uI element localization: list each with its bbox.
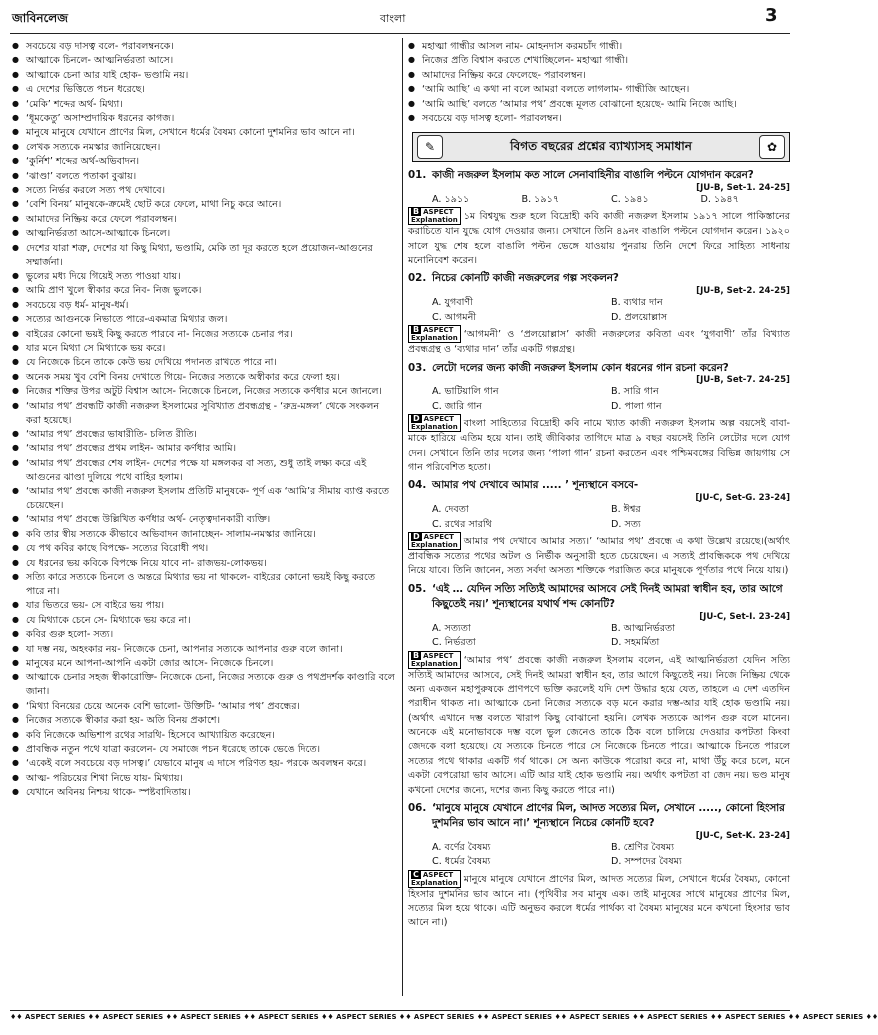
explanation-text: ১ম বিশ্বযুদ্ধ শুরু হলে বিদ্রোহী কবি কাজী নজরুল ইসলাম ১৯১৭ সালে পাকিস্তানের করাচিতে যান যুদ্ধে যোগ দেওয়ার জন্য। সেখানে তিনি ৪৯নং বাঙালি পল্টনে যোগদান করেন। ১৯২০ সালে যুদ্ধ শেষ হলে বাঙালি পল্টন ভেঙ্গে যাওয়ায় পুনরায় তিনি দেশে ফিরে সাহিত্য সাধনায় মনোনিবেশ করেন। [408,211,790,267]
left-list-item: ● ‘ঝাণ্ডা’ বলতে পতাকা বুঝায়। [12,170,396,184]
pencil-icon: ✎ [417,135,443,159]
answer-letter: D [413,532,420,542]
question-text: লেটো দলের জন্য কাজী নজরুল ইসলাম কোন ধরনের গান রচনা করেন? [432,361,729,374]
left-list-item: ● আমাদের নিষ্ক্রিয় করে ফেলে পরাবলম্বন। [12,213,396,227]
left-list-item: ● আত্মনির্ভরতা আসে-আত্মাকে চিনলে। [12,227,396,241]
question-reference: [JU-C, Set-I. 23-24] [699,611,790,622]
left-list-item: ● আমি প্রাণ খুলে স্বীকার করে নিব- নিজ ভুলকে। [12,284,396,298]
question-number: 06. [408,802,427,815]
left-list-item: ● ‘মেকি’ শব্দের অর্থ- মিথ্যা। [12,98,396,112]
right-list-item: ● নিজের প্রতি বিশ্বাস করতে শেখাচ্ছিলেন- মহাত্মা গান্ধী। [408,54,790,68]
page-header [0,0,800,32]
right-list-item: ● মহাত্মা গান্ধীর আসল নাম- মোহনদাস করমচাঁদ গান্ধী। [408,40,790,54]
answer-option: A. বর্ণের বৈষম্য [432,841,491,853]
answer-option: B. শ্রেণির বৈষম্য [611,841,675,853]
answer-badge [408,414,461,432]
right-list-item: ● ‘আমি আছি’ এ কথা না বলে আমরা বলতে লাগলাম- গান্ধীজি আছেন। [408,83,790,97]
left-list-item: ● ‘আমার পথ’ প্রবন্ধের শেষ লাইন- দেশের পক্ষে যা মঙ্গলকর বা সত্য, শুধু তাই লক্ষ্য করে এই আগুনের ঝাণ্ডা দুলিয়ে পথে বাহির হলাম। [12,457,396,485]
badge-label-bottom: Explanation [411,541,458,550]
badge-label-top: ASPECT [423,651,454,660]
left-list-item: ● যার ভিতরে ভয়- সে বাইরে ভয় পায়। [12,599,396,613]
answer-letter: C [413,869,419,879]
answer-option: C. আগমনী [432,311,477,323]
question-reference: [JU-B, Set-1. 24-25] [696,182,790,193]
left-list-item: ● কবি তার স্বীয় সত্যকে কীভাবে অভিবাদন জানাচ্ছেন- সালাম-নমস্কার জানিয়ে। [12,528,396,542]
left-list-item: ● কবি নিজেকে অভিশাপ রথের সারথি- হিসেবে আখ্যায়িত করেছেন। [12,729,396,743]
left-bullet-list [12,40,396,800]
answer-badge [408,532,461,550]
question-text: ‘মানুষে মানুষে যেখানে প্রাণের মিল, আদত সত্যের মিল, সেখানে ....., কোনো হিংসার দুশমনির ভাব আনে না।’ শূন্যস্থানে নিচের কোনটি হবে? [432,802,785,829]
badge-label-top: ASPECT [423,326,454,335]
left-list-item: ● ‘আমার পথ’ প্রবন্ধে উল্লিখিত কর্ণধার অর্থ- নেতৃত্বদানকারী ব্যক্তি। [12,513,396,527]
question-row [408,271,790,286]
left-list-item: ● প্রাবন্ধিক নতুন পথে যাত্রা করলেন- যে সমাজে পচন ধরেছে তাকে ভেঙে দিতে। [12,743,396,757]
header-subject: বাংলা [380,12,406,25]
explanation [408,532,790,579]
badge-label-top: ASPECT [422,870,454,879]
question-block [408,361,790,476]
answer-option: A. সত্যতা [432,622,471,634]
explanation [408,414,790,475]
answer-option: D. সম্পদের বৈষম্য [611,856,682,868]
question-block [408,271,790,357]
question-number: 04. [408,479,427,492]
right-bullet-list [408,40,790,126]
question-text: ‘এই … যেদিন সত্যি সত্যিই আমাদের আসবে সেই দিনই আমরা স্বাধীন হব, তার আগে কিছুতেই নয়।’ শূন্যস্থানের যথার্থ শব্দ কোনটি? [432,582,783,610]
left-list-item: ● যে মিথ্যাকে চেনে সে- মিথ্যাকে ভয় করে না। [12,614,396,628]
badge-label-bottom: Explanation [411,216,458,225]
right-list-item: ● ‘আমি আছি’ বলতে ‘আমার পথ’ প্রবন্ধে মূলত বোঝানো হয়েছে- আমি নিজে আছি। [408,98,790,112]
left-list-item: ● যা দম্ভ নয়, অহংকার নয়- নিজেকে চেনা, আপনার সত্যকে আপনার গুরু বলে জানা। [12,643,396,657]
left-list-item: ● আত্ম- পরিচয়ের শিখা নিভে যায়- মিথ্যায়। [12,772,396,786]
badge-label-bottom: Explanation [411,659,458,668]
question-list [408,168,790,931]
answer-option: B. ঈশ্বর [611,504,641,516]
flower-icon: ✿ [759,135,785,159]
left-list-item: ● ‘আমার পথ’ প্রবন্ধের ভাষারীতি- চলিত রীতি। [12,428,396,442]
left-list-item: ● আত্মাকে চেনার সহজ স্বীকারোক্তি- নিজেকে চেনা, নিজের সত্যকে গুরু ও পথপ্রদর্শক কাণ্ডারি বলে জানা। [12,671,396,699]
left-list-item: ● যে ধরনের ভয় কবিকে বিপক্ষে নিয়ে যাবে না- রাজভয়-লোকভয়। [12,557,396,571]
left-list-item: ● অনেক সময় খুব বেশি বিনয় দেখাতে গিয়ে- নিজের সত্যকে অস্বীকার করে ফেলা হয়। [12,371,396,385]
question-reference: [JU-C, Set-G. 23-24] [695,493,790,504]
answer-option: C. ১৯৪১ [611,193,649,205]
question-block [408,168,790,268]
answer-letter: B [413,650,420,660]
answer-option: D. সহমর্মিতা [611,637,660,649]
badge-label-bottom: Explanation [411,334,458,343]
left-list-item: ● লেখক সত্যকে নমস্কার জানিয়েছেন। [12,141,396,155]
explanation [408,207,790,268]
question-number: 01. [408,168,427,181]
question-number: 02. [408,272,427,285]
left-list-item: ● ‘আমার পথ’ প্রবন্ধে কাজী নজরুল ইসলাম প্রতিটি মানুষকে- পূর্ণ এক ‘আমি’র সীমায় ব্যাপ্ত করতে চেয়েছেন। [12,485,396,513]
explanation-text: আমার পথ দেখাবে আমার সত্য।’ ‘আমার পথ’ প্রবন্ধে এ কথা উল্লেখ রয়েছে।(অর্থাৎ প্রাবন্ধিক সত্যের পথের অটল ও নির্ভীক অনুসারী হতে চেয়েছেন। এ সত্যই প্রাবন্ধিককে পথ দেখিয়ে নিয়ে যাবে। তিনি জানেন, সত্য সর্বদা অসত্য শক্তিকে পরাজিত করে মানুষকে পূর্ণতার পথে নিয়ে যায়।) [408,536,790,577]
answer-options [408,296,790,325]
left-list-item: ● নিজের শক্তির উপর অটুট বিশ্বাস আসে- নিজেকে চিনলে, নিজের সত্যকে কর্ণধার মনে জানলে। [12,385,396,399]
answer-option: D. পালা গান [611,400,662,412]
explanation-text: ‘আগমনী’ ও ‘প্রলয়োল্লাস’ কাজী নজরুলের কবিতা এবং ‘যুগবাণী’ তাঁর বিখ্যাত প্রবন্ধগ্রন্থ ও ‘ব্যথার দান’ তাঁর একটি গল্পগ্রন্থ। [408,329,790,356]
explanation-text: মানুষে মানুষে যেখানে প্রাণের মিল, আদত সত্যের মিল, সেখানে ধর্মের বৈষম্য, কোনো হিংসার দুশমনির ভাব আনে না। (পৃথিবীর সব মানুষ এক। তাই মানুষের সাথে মানুষের প্রাণের মিল, সত্যের মিল হয়ে থাকে। এটি অনুভব করলে ধর্মের পার্থক্য বা বৈষম্য মানুষের মনে কখনো হিংসার ভাব আনে না।) [408,873,790,929]
answer-option: D. ১৯৪৭ [700,193,739,205]
question-row [408,478,790,493]
left-list-item: ● সবচেয়ে বড় দাসত্ব বলে- পরাবলম্বনকে। [12,40,396,54]
left-list-item: ● আত্মাকে চেনা আর যাই হোক- ভণ্ডামি নয়। [12,69,396,83]
section-banner [412,132,790,162]
left-list-item: ● সত্যি কারে সত্যকে চিনলে ও অন্তরে মিথ্যার ভয় না থাকলে- বাইরের কোনো ভয়ই কিছু করতে পারে না। [12,571,396,599]
right-list-item: ● আমাদের নিষ্ক্রিয় করে ফেলেছে- পরাবলম্বন। [408,69,790,83]
left-list-item: ● এ দেশের ভিত্তিতে পচন ধরেছে। [12,83,396,97]
banner-title: বিগত বছরের প্রশ্নের ব্যাখ্যাসহ সমাধান [510,138,692,153]
question-number: 05. [408,582,427,595]
question-block [408,582,790,798]
question-row [408,801,790,831]
right-list-item: ● সবচেয়ে বড় দাসত্ব হলো- পরাবলম্বন। [408,112,790,126]
left-list-item: ● ‘একেই বলে সবচেয়ে বড় দাসত্ব।’ যেভাবে মানুষ এ দাসে পরিণত হয়- পরকে অবলম্বন করে। [12,757,396,771]
explanation [408,651,790,799]
question-text: আমার পথ দেখাবে আমার ..... ’ শূন্যস্থানে বসবে- [432,479,639,492]
answer-option: B. আত্মনির্ভরতা [611,622,675,634]
left-list-item: ● সবচেয়ে বড় ধর্ম- মানুষ-ধর্ম। [12,299,396,313]
answer-option: C. নির্ভরতা [432,637,476,649]
answer-option: A. যুগবাণী [432,297,473,309]
column-divider [402,38,403,996]
header-rule [10,33,790,34]
left-list-item: ● কবির গুরু হলো- সত্য। [12,628,396,642]
answer-option: C. রথের সারথি [432,518,492,530]
explanation-text: বাংলা সাহিত্যের বিদ্রোহী কবি নামে খ্যাত কাজী নজরুল ইসলাম অল্প বয়সেই বাবা-মাকে হারিয়ে এতিম হয়ে যান। তাই জীবিকার তাগিদে মাত্র ৯ বছর বয়সেই তিনি লেটোর দলে যোগ দেন। সেখানে তিনি তার দলের জন্য ‘পালা গান’ রচনা করতেন এবং পশ্চিমবঙ্গের বিভিন্ন জায়গায় সে গান পরিবেশিত হতো। [408,418,790,473]
answer-option: A. দেবতা [432,504,469,516]
left-list-item: ● ‘কুর্নিশ’ শব্দের অর্থ-অভিবাদন। [12,155,396,169]
answer-option: B. সারি গান [611,386,659,398]
left-list-item: ● যার মনে মিথ্যা সে মিথ্যাকে ভয় করে। [12,342,396,356]
question-reference: [JU-C, Set-K. 23-24] [695,830,790,841]
badge-label-top: ASPECT [423,415,454,424]
left-list-item: ● সত্যে নির্ভর করলে সত্য পথ দেখাবে। [12,184,396,198]
answer-badge [408,207,461,225]
answer-letter: D [413,414,420,424]
left-list-item: ● মানুষে মানুষে যেখানে প্রাণের মিল, সেখানে ধর্মের বৈষম্য কোনো দুশমনির ভাব আনে না। [12,126,396,140]
explanation [408,870,790,931]
answer-option: A. ১৯১১ [432,193,470,205]
answer-options [408,841,790,870]
page-number: 3 [765,5,778,26]
badge-label-top: ASPECT [423,533,454,542]
page-footer: ♦♦ ASPECT SERIES ♦♦ ASPECT SERIES ♦♦ ASPECT SERIES ♦♦ ASPECT SERIES ♦♦ ASPECT SERIES ♦♦ ASPECT SERIES ♦♦ ASPECT SERIES ♦♦ ASPECT SERIES ♦♦ ASPECT SERIES ♦♦ ASPECT SERIES ♦♦ ASPECT SERIES ♦♦ [10,1010,790,1021]
answer-badge [408,325,461,343]
left-list-item: ● যে পথ কবির কাছে বিপক্ষে- সত্যের বিরোধী পথ। [12,542,396,556]
left-list-item: ● ‘মিথ্যা বিনয়ের চেয়ে অনেক বেশি ভালো- উক্তিটি- ‘আমার পথ’ প্রবন্ধের। [12,700,396,714]
left-list-item: ● বাইরের কোনো ভয়ই কিছু করতে পারবে না- নিজের সত্যকে চেনার পর। [12,328,396,342]
left-list-item: ● আত্মাকে চিনলে- আত্মনির্ভরতা আসে। [12,54,396,68]
left-list-item: ● যেখানে অবিনয় নিশ্চয় থাকে- স্পষ্টবাদিতায়। [12,786,396,800]
answer-option: C. ধর্মের বৈষম্য [432,856,491,868]
answer-option: D. সত্য [611,518,641,530]
question-reference: [JU-B, Set-7. 24-25] [696,375,790,386]
answer-options [408,503,790,532]
answer-options [408,622,790,651]
answer-badge [408,651,461,669]
left-list-item: ● ভুলের মধ্য দিয়ে গিয়েই সত্য পাওয়া যায়। [12,270,396,284]
left-list-item: ● সত্যের আগুনকে নিভাতে পারে-একমাত্র মিথ্যার জল। [12,313,396,327]
left-list-item: ● ‘ধূমকেতু’ অসাম্প্রদায়িক ধরনের কাগজ। [12,112,396,126]
answer-option: C. জারি গান [432,400,483,412]
left-column [12,40,396,990]
left-list-item: ● ‘বেশি বিনয়’ মানুষকে-ক্রমেই ছোট করে ফেলে, মাথা নিচু করে আনে। [12,198,396,212]
question-reference: [JU-B, Set-2. 24-25] [696,286,790,297]
answer-letter: B [413,207,420,217]
answer-option: A. ভাটিয়ালি গান [432,386,499,398]
answer-option: B. ১৯১৭ [521,193,560,205]
left-list-item: ● মানুষের মনে আপনা-আপনি একটা জোর আসে- নিজেকে চিনলে। [12,657,396,671]
left-list-item: ● নিজের সত্যকে স্বীকার করা হয়- অতি বিনয় প্রকাশে। [12,714,396,728]
badge-label-top: ASPECT [423,208,454,217]
answer-badge [408,870,461,888]
answer-option: D. প্রলয়োল্লাস [611,311,668,323]
answer-options [408,385,790,414]
left-list-item: ● দেশের যারা শত্রু, দেশের যা কিছু মিথ্যা, ভণ্ডামি, মেকি তা দূর করতে হলে প্রয়োজন-আগুনের সম্মার্জনা। [12,242,396,270]
header-brand: জাবিনলেজ [12,11,68,25]
answer-letter: B [413,325,420,335]
badge-label-bottom: Explanation [411,878,458,887]
question-row [408,361,790,376]
badge-label-bottom: Explanation [411,423,458,432]
left-list-item: ● ‘আমার পথ’ প্রবন্ধটি কাজী নজরুল ইসলামের সুবিখ্যাত প্রবন্ধগ্রন্থ - ‘রুদ্র-মঙ্গল’ থেকে সংকলন করা হয়েছে। [12,400,396,428]
left-list-item: ● যে নিজেকে চিনে তাকে কেউ ভয় দেখিয়ে পদানত রাখতে পারে না। [12,356,396,370]
question-row [408,582,790,612]
explanation [408,325,790,357]
explanation-text: ‘আমার পথ’ প্রবন্ধে কাজী নজরুল ইসলাম বলেন, এই আত্মনির্ভরতা যেদিন সত্যি সত্যিই আমাদের আসবে, সেই দিনই আমরা স্বাধীন হব, তার আগে কিছুতেই নয়। নিজে নিষ্ক্রিয় থেকে অন্য একজন মহাপুরুষকে প্রাণপণে ভক্তি করলেই যদি দেশ উদ্ধার হয়ে যেত, তাহলে এ দেশ এতদিন পরাধীন থাকত না। আত্মাকে চেনা নিজের সত্যকে বড় মনে করার দম্ভ-আর যাই হোক ভণ্ডামি নয়। (অর্থাৎ এখানে দম্ভ বলতে খারাপ কিছু বোঝানো হয়নি। লেখক সত্যকে আপন গুরু বলে মানেন। অনেকে এই মনোভাবকে দম্ভ বলে ভুল জেনেও তাকে ঠিক বলে চালিয়ে দেওয়ার কপটতা কিংবা জেদকে বলা হয়েছে। যে সত্যকে চিনতে পারে সে নিজেকে চিনতে পারে। আত্মাকে চিনতে পারলে সত্যের পথে থাকার একটি গর্ব থাকে। সে অন্য কাউকে পরোয়া করে না, মাথা উঁচু করে চলে, মনে একটা বেপরোয়া ভাব আসে। এটি আর যাই হোক ভণ্ডামি নয়। অর্থাৎ কপটতা বা জেদ নয়। ভণ্ড মানুষ কখনো দেশের জন্যে, দশের জন্য কিছু করতে পারে না।) [408,654,790,796]
question-text: নিচের কোনটি কাজী নজরুলের গল্প সংকলন? [432,272,619,285]
left-list-item: ● ‘আমার পথ’ প্রবন্ধের প্রথম লাইন- আমার কর্ণধার আমি। [12,442,396,456]
answer-options [408,193,790,207]
right-column [408,40,790,990]
question-row [408,168,790,183]
question-number: 03. [408,361,427,374]
question-text: কাজী নজরুল ইসলাম কত সালে সেনাবাহিনীর বাঙালি পল্টনে যোগদান করেন? [432,168,754,181]
answer-option: B. ব্যথার দান [611,297,663,309]
question-block [408,801,790,931]
question-block [408,478,790,578]
